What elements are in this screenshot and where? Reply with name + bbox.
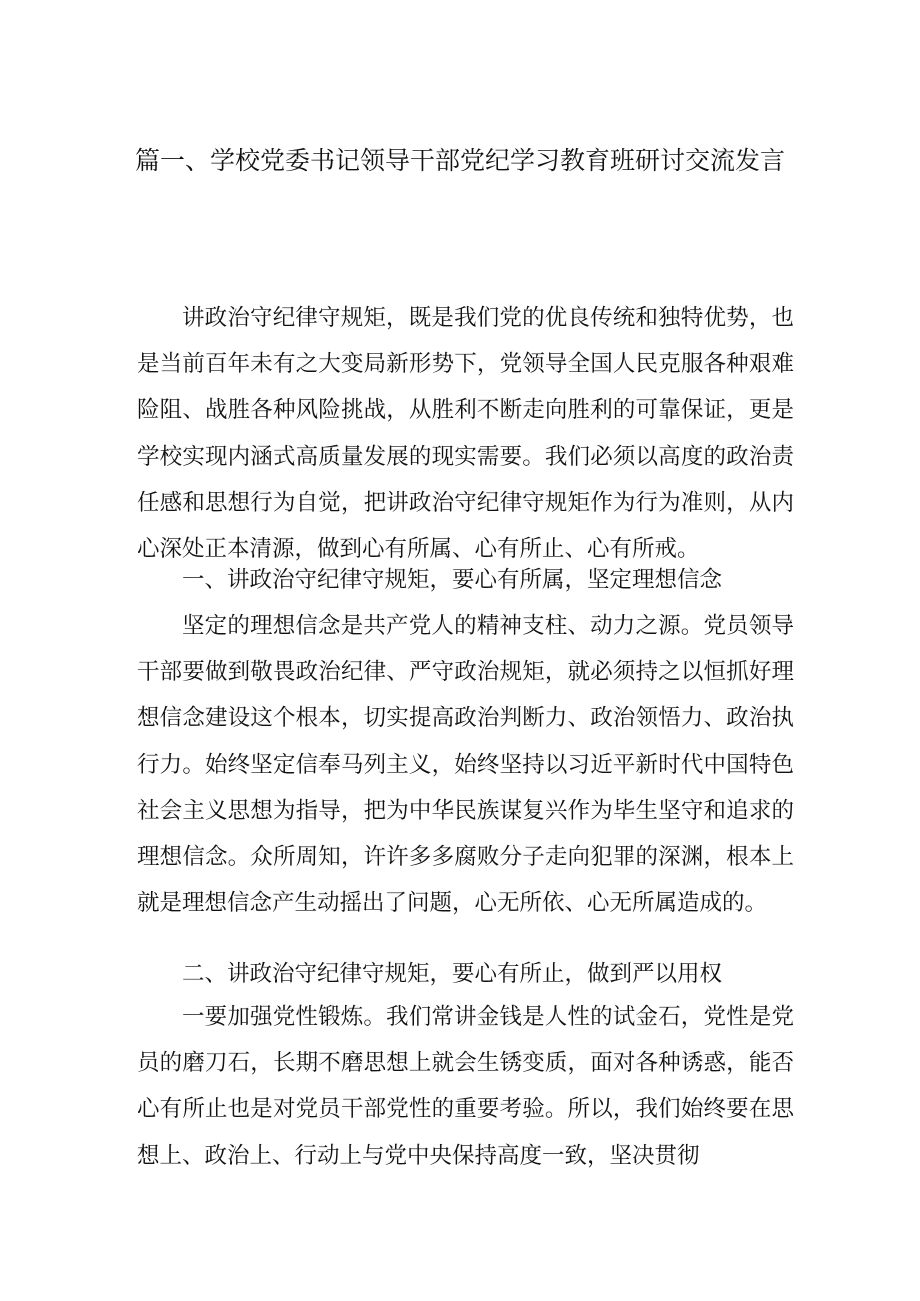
section-heading-2: 二、讲政治守纪律守规矩，要心有所止，做到严以用权 bbox=[182, 961, 723, 987]
intro-paragraph: 讲政治守纪律守规矩，既是我们党的优良传统和独特优势，也是当前百年未有之大变局新形势下，党领导全国人民克服各种艰难险阻、战胜各种风险挑战，从胜利不断走向胜利的可靠保证，更是学校实现内涵式高质量发展的现实需要。我们必须以高度的政治责任感和思想行为自觉，把讲政治守纪律守规矩作为行为准则，从内心深处正本清源，做到心有所属、心有所止、心有所戒。 bbox=[137, 305, 794, 563]
section-2-paragraph: 一要加强党性锻炼。我们常讲金钱是人性的试金石，党性是党员的磨刀石，长期不磨思想上就会生锈变质，面对各种诱惑，能否心有所止也是对党员干部党性的重要考验。所以，我们始终要在思想上、政治上、行动上与党中央保持高度一致，坚决贯彻 bbox=[137, 1004, 794, 1169]
document-title: 篇一、学校党委书记领导干部党纪学习教育班研讨交流发言 bbox=[134, 146, 785, 175]
section-1-paragraph: 坚定的理想信念是共产党人的精神支柱、动力之源。党员领导干部要做到敬畏政治纪律、严守政治规矩，就必须持之以恒抓好理想信念建设这个根本，切实提高政治判断力、政治领悟力、政治执行力。始终坚定信奉马列主义，始终坚持以习近平新时代中国特色社会主义思想为指导，把为中华民族谋复兴作为毕生坚守和追求的理想信念。众所周知，许许多多腐败分子走向犯罪的深渊，根本上就是理想信念产生动摇出了问题，心无所依、心无所属造成的。 bbox=[137, 613, 794, 917]
section-heading-1: 一、讲政治守纪律守规矩，要心有所属，坚定理想信念 bbox=[182, 567, 723, 593]
